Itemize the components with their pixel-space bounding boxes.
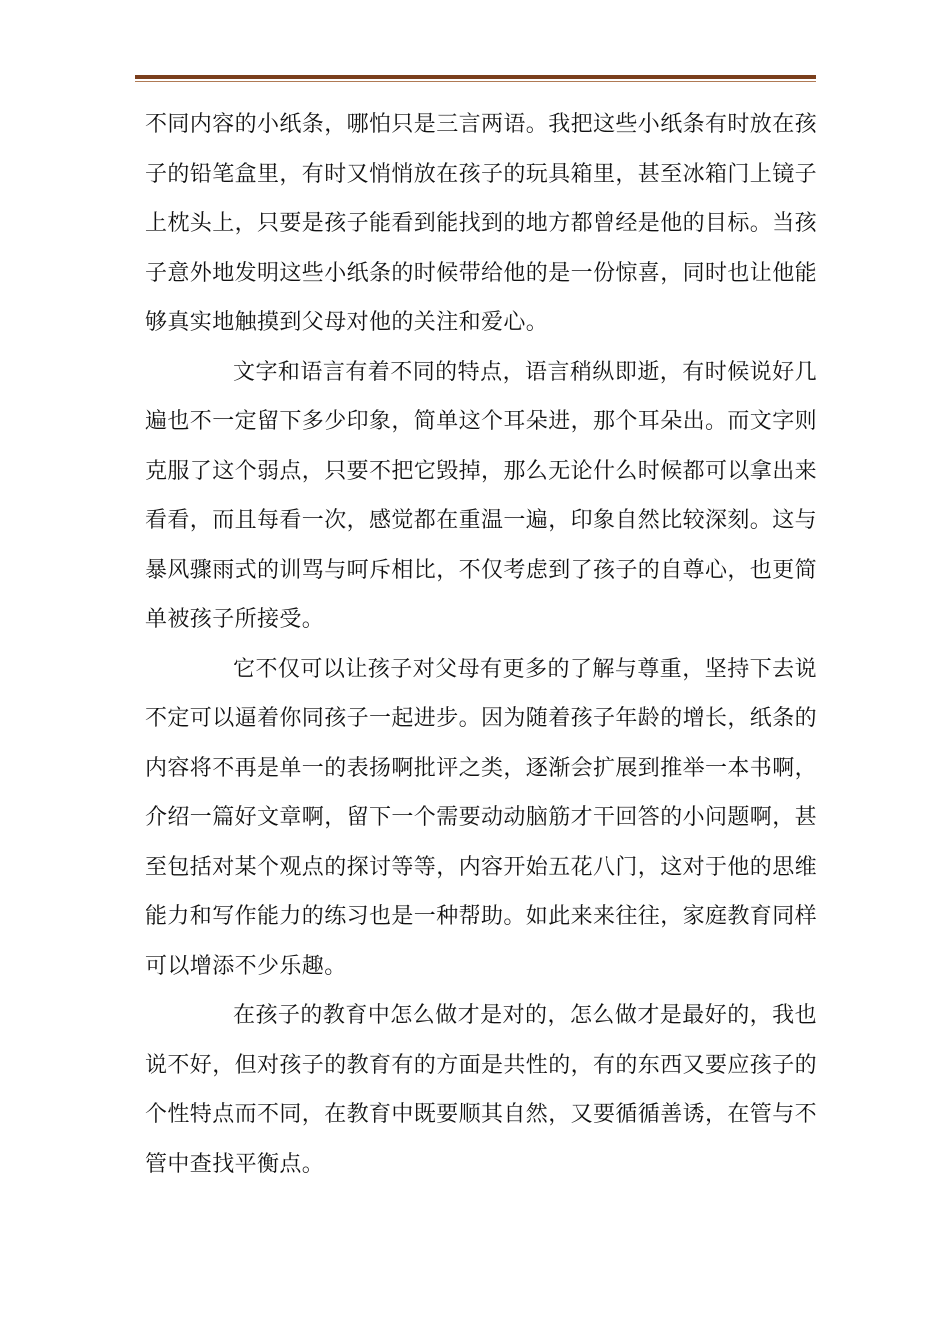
paragraph-2: 文字和语言有着不同的特点，语言稍纵即逝，有时候说好几遍也不一定留下多少印象，简单这个耳朵进，那个耳朵出。而文字则克服了这个弱点，只要不把它毁掉，那么无论什么时候都可以拿出来看看，而且每看一次，感觉都在重温一遍，印象自然比较深刻。这与暴风骤雨式的训骂与呵斥相比，不仅考虑到了孩子的自尊心，也更简单被孩子所接受。 [145, 359, 818, 632]
paragraph-3: 它不仅可以让孩子对父母有更多的了解与尊重，坚持下去说不定可以逼着你同孩子一起进步。因为随着孩子年龄的增长，纸条的内容将不再是单一的表扬啊批评之类，逐渐会扩展到推举一本书啊，介绍一篇好文章啊，留下一个需要动动脑筋才干回答的小问题啊，甚至包括对某个观点的探讨等等，内容开始五花八门，这对于他的思维能力和写作能力的练习也是一种帮助。如此来来往往，家庭教育同样可以增添不少乐趣。 [145, 656, 818, 979]
header-rule [135, 75, 816, 79]
document-body [145, 100, 817, 1189]
paragraph-4: 在孩子的教育中怎么做才是对的，怎么做才是最好的，我也说不好，但对孩子的教育有的方面是共性的，有的东西又要应孩子的个性特点而不同，在教育中既要顺其自然，又要循循善诱，在管与不管中查找平衡点。 [145, 1003, 818, 1177]
paragraph-1: 不同内容的小纸条，哪怕只是三言两语。我把这些小纸条有时放在孩子的铅笔盒里，有时又悄悄放在孩子的玩具箱里，甚至冰箱门上镜子上枕头上，只要是孩子能看到能找到的地方都曾经是他的目标。当孩子意外地发明这些小纸条的时候带给他的是一份惊喜，同时也让他能够真实地触摸到父母对他的关注和爱心。 [145, 112, 818, 335]
